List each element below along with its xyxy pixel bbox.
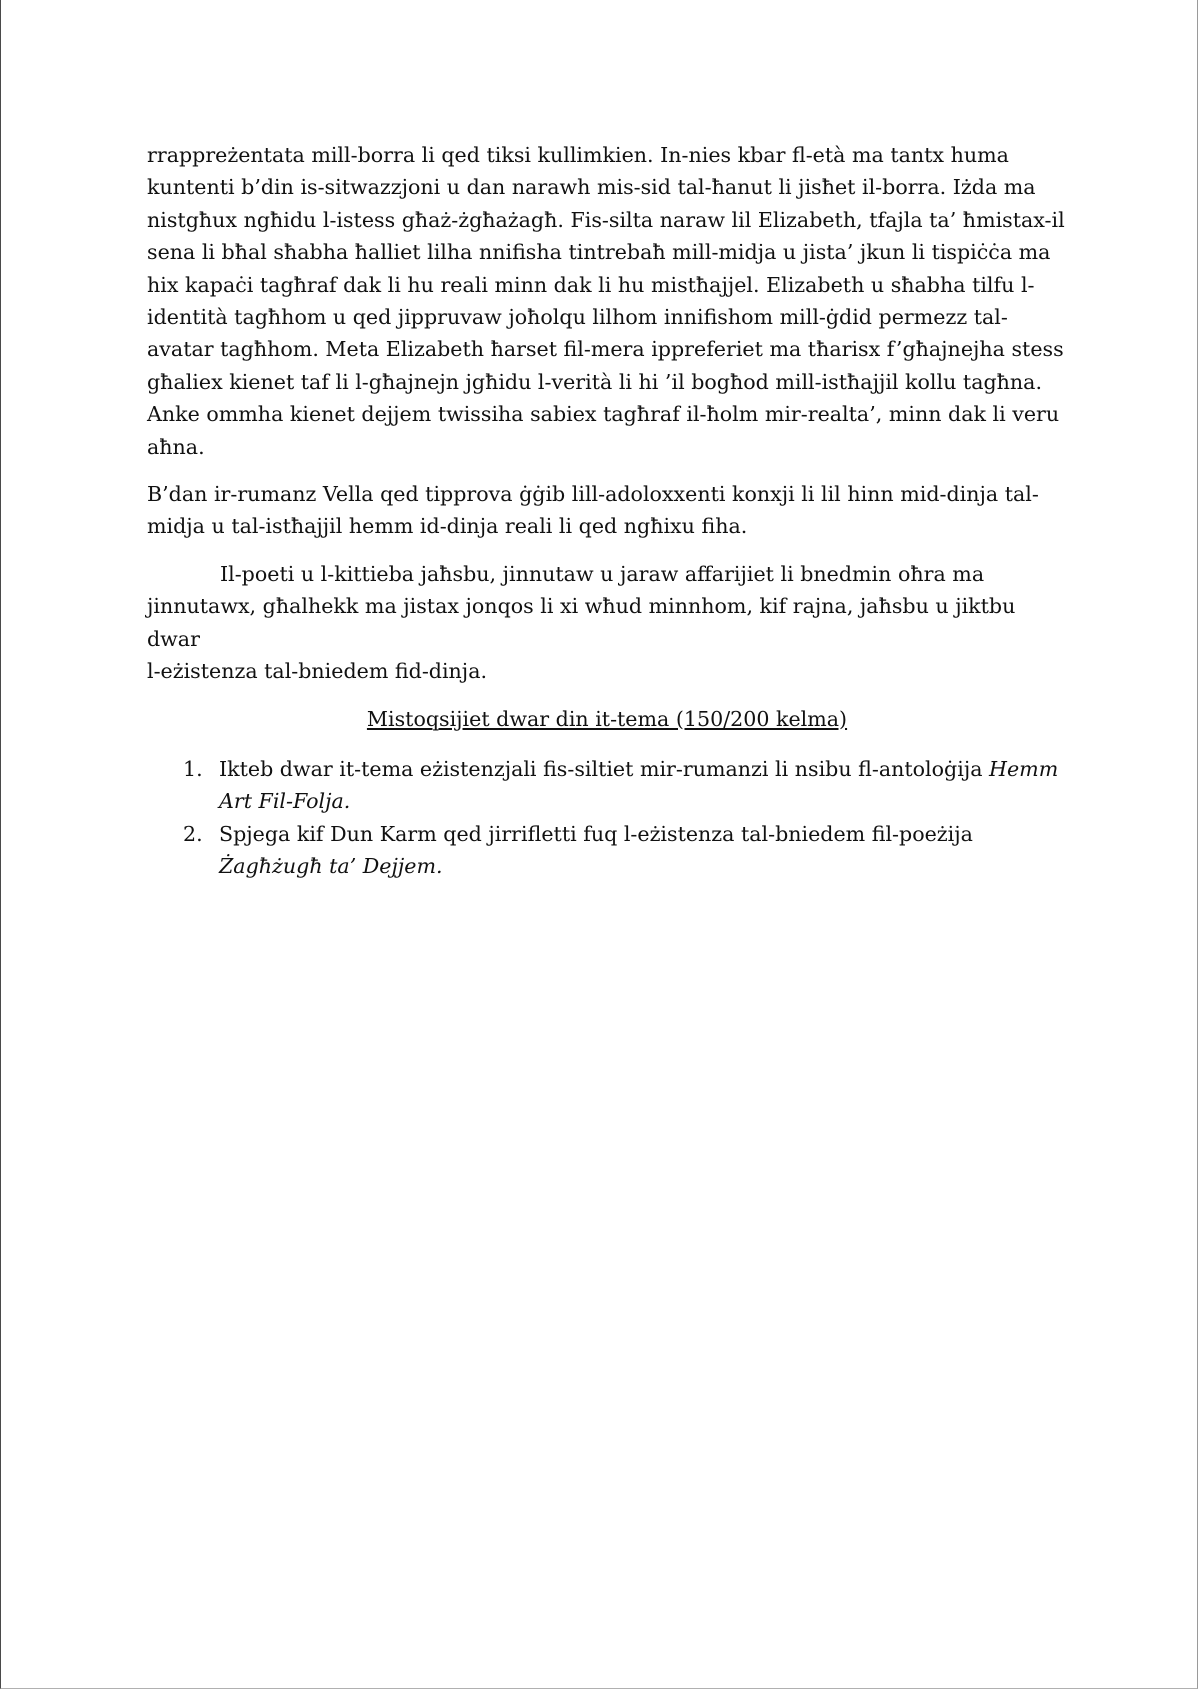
- question-text: [219, 822, 973, 878]
- document-body: [147, 139, 1067, 883]
- questions-heading: Mistoqsijiet dwar din it-tema (150/200 kelma): [366, 706, 848, 731]
- question-number: 2.: [183, 821, 203, 846]
- question-body: Ikteb dwar it-tema eżistenzjali fis-siltiet mir-rumanzi li nsibu fl-antoloġija: [219, 756, 990, 781]
- question-number: 1.: [183, 756, 203, 781]
- paragraph-3: Il-poeti u l-kittieba jaħsbu, jinnutaw u jaraw affarijiet li bnedmin oħra ma jinnutawx, għalhekk ma jistax jonqos li xi wħud minnhom, kif rajna, jaħsbu u jiktbu dwar l-eżistenza tal-bniedem fid-dinja.: [147, 561, 1016, 684]
- questions-list: [147, 753, 1067, 883]
- question-work-title: Żagħżugħ ta’ Dejjem.: [219, 854, 443, 879]
- question-text: [219, 757, 1058, 813]
- question-item: [147, 818, 1067, 883]
- question-item: [147, 753, 1067, 818]
- paragraph-1: rrappreżentata mill-borra li qed tiksi kullimkien. In-nies kbar fl-età ma tantx huma kuntenti b’din is-sitwazzjoni u dan narawh mis-sid tal-ħanut li jisħet il-borra. Iżda ma nistgħux ngħidu l-istess għaż-żgħażagħ. Fis-silta naraw lil Elizabeth, tfajla ta’ ħmistax-il sena li bħal sħabha ħalliet lilha nnifisha tintrebaħ mill-midja u jista’ jkun li tispiċċa ma hix kapaċi tagħraf dak li hu reali minn dak li hu mistħajjel. Elizabeth u sħabha tilfu l- identità tagħhom u qed jippruvaw joħolqu lilhom innifishom mill-ġdid permezz tal- avatar tagħhom. Meta Elizabeth ħarset fil-mera ippreferiet ma tħarisx f’għajnejha stess għaliex kienet taf li l-għajnejn jgħidu l-verità li hi ’il bogħod mill-istħajjil kollu tagħna. Anke ommha kienet dejjem twissiha sabiex tagħraf il-ħolm mir-realta’, minn dak li veru aħna.: [147, 143, 1065, 459]
- question-body: Spjega kif Dun Karm qed jirrifletti fuq l-eżistenza tal-bniedem fil-poeżija: [219, 821, 973, 846]
- paragraph-2: B’dan ir-rumanz Vella qed tipprova ġġib lill-adoloxxenti konxji li lil hinn mid-dinja tal- midja u tal-istħajjil hemm id-dinja reali li qed ngħixu fiha.: [147, 482, 1039, 539]
- question-work-title: Hemm Art Fil-Folja.: [219, 756, 1059, 814]
